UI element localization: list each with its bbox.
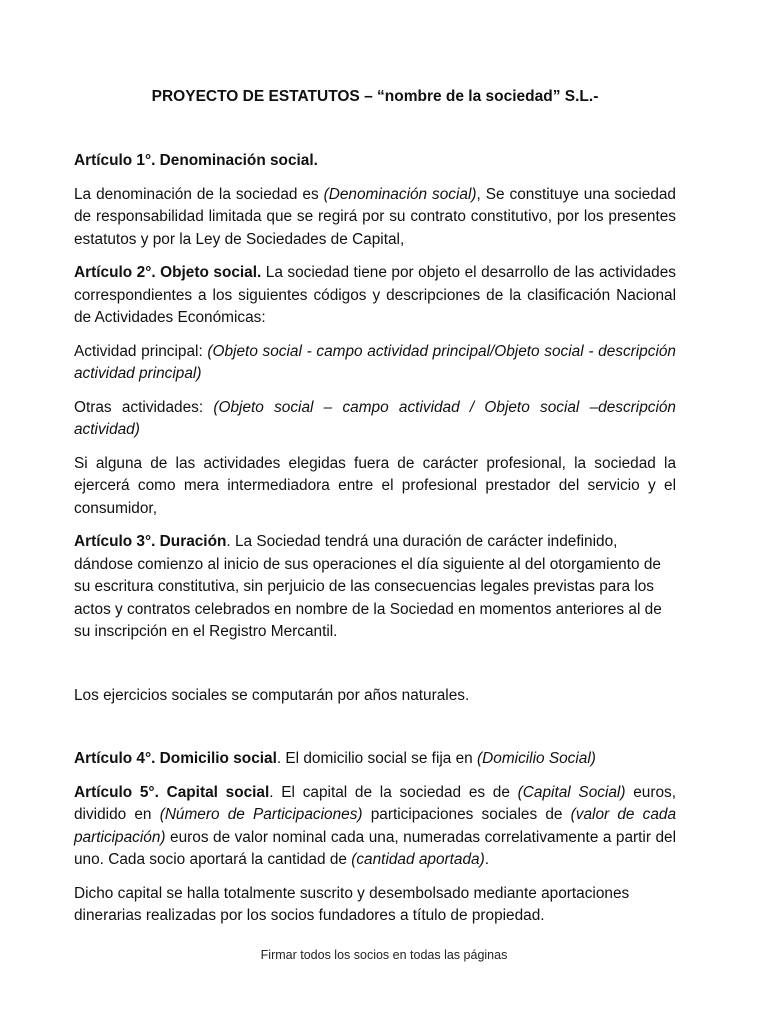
article-4-text: . El domicilio social se fija en (276, 750, 478, 767)
capital-suscrito-paragraph: Dicho capital se halla totalmente suscrito y desembolsado mediante aportaciones dinerarias realizadas por los socios fundadores a título de propiedad. (74, 884, 630, 924)
actividad-principal-label: Actividad principal: (74, 342, 208, 360)
page-footer: Firmar todos los socios en todas las páginas (260, 948, 508, 962)
article-5-paragraph (74, 782, 676, 872)
article-1-paragraph (74, 184, 676, 252)
placeholder-actividad-principal: (Objeto social - campo actividad principal/Objeto social - descripción actividad principal) (74, 342, 676, 382)
placeholder-valor-participacion: (valor de cada participación) (74, 806, 676, 846)
placeholder-numero-participaciones: (Número de Participaciones) (159, 806, 363, 823)
article-5-text-1: . El capital de la sociedad es de (269, 783, 518, 801)
article-3-text: . La Sociedad tendrá una duración de carácter indefinido, dándose comienzo al inicio de sus operaciones el día siguiente al del otorgamiento de su escritura constitutiva, sin perjuicio de las consecuencias legales previstas para los actos y contratos celebrados en nombre de la Sociedad en momentos anteriores al de su inscripción en el Registro Mercantil. (74, 533, 662, 640)
article-5-text-2: euros, dividido en (74, 783, 676, 823)
article-5-heading: Artículo 5°. Capital social (74, 783, 270, 801)
article-5-text-5: . (484, 851, 489, 868)
article-1-heading-paragraph (74, 150, 676, 173)
article-1-text-start: La denominación de la sociedad es (74, 185, 324, 203)
article-4-paragraph (74, 748, 676, 771)
article-5-text-4: euros de valor nominal cada una, numeradas correlativamente a partir del uno. Cada socio aportará la cantidad de (74, 828, 676, 868)
placeholder-cantidad-aportada: (cantidad aportada) (351, 851, 485, 868)
article-1-text-end: , Se constituye una sociedad de responsabilidad limitada que se regirá por su contrato constitutivo, por los presentes estatutos y por la Ley de Sociedades de Capital, (74, 185, 676, 248)
article-2-text: La sociedad tiene por objeto el desarrollo de las actividades correspondientes a los siguientes códigos y descripciones de la clasificación Nacional de Actividades Económicas: (74, 264, 676, 326)
ejercicios-sociales-paragraph: Los ejercicios sociales se computarán por años naturales. (74, 686, 470, 704)
blank-line (74, 655, 676, 685)
article-4-heading: Artículo 4°. Domicilio social (74, 750, 277, 767)
article-1-heading: Artículo 1°. Denominación social. (74, 152, 318, 169)
article-5-text-3: participaciones sociales de (362, 806, 571, 823)
otras-actividades-paragraph (74, 397, 676, 442)
article-3-paragraph (74, 531, 676, 644)
placeholder-otras-actividades: (Objeto social – campo actividad / Objeto social –descripción actividad) (74, 398, 676, 438)
placeholder-capital-social: (Capital Social) (517, 783, 626, 801)
document-body (74, 150, 676, 939)
article-2-paragraph (74, 262, 676, 330)
article-3-heading: Artículo 3°. Duración (74, 533, 227, 550)
actividad-profesional-paragraph: Si alguna de las actividades elegidas fuera de carácter profesional, la sociedad la ejercerá como mera intermediadora entre el profesional prestador del servicio y el consumidor, (74, 454, 676, 517)
actividad-principal-paragraph (74, 341, 676, 386)
blank-line (74, 718, 676, 748)
placeholder-domicilio-social: (Domicilio Social) (477, 750, 596, 767)
document-title: PROYECTO DE ESTATUTOS – “nombre de la sociedad” S.L.- (151, 88, 599, 105)
otras-actividades-label: Otras actividades: (74, 398, 214, 416)
article-2-heading: Artículo 2°. Objeto social. (74, 264, 262, 281)
placeholder-denominacion-social: (Denominación social) (323, 185, 477, 203)
